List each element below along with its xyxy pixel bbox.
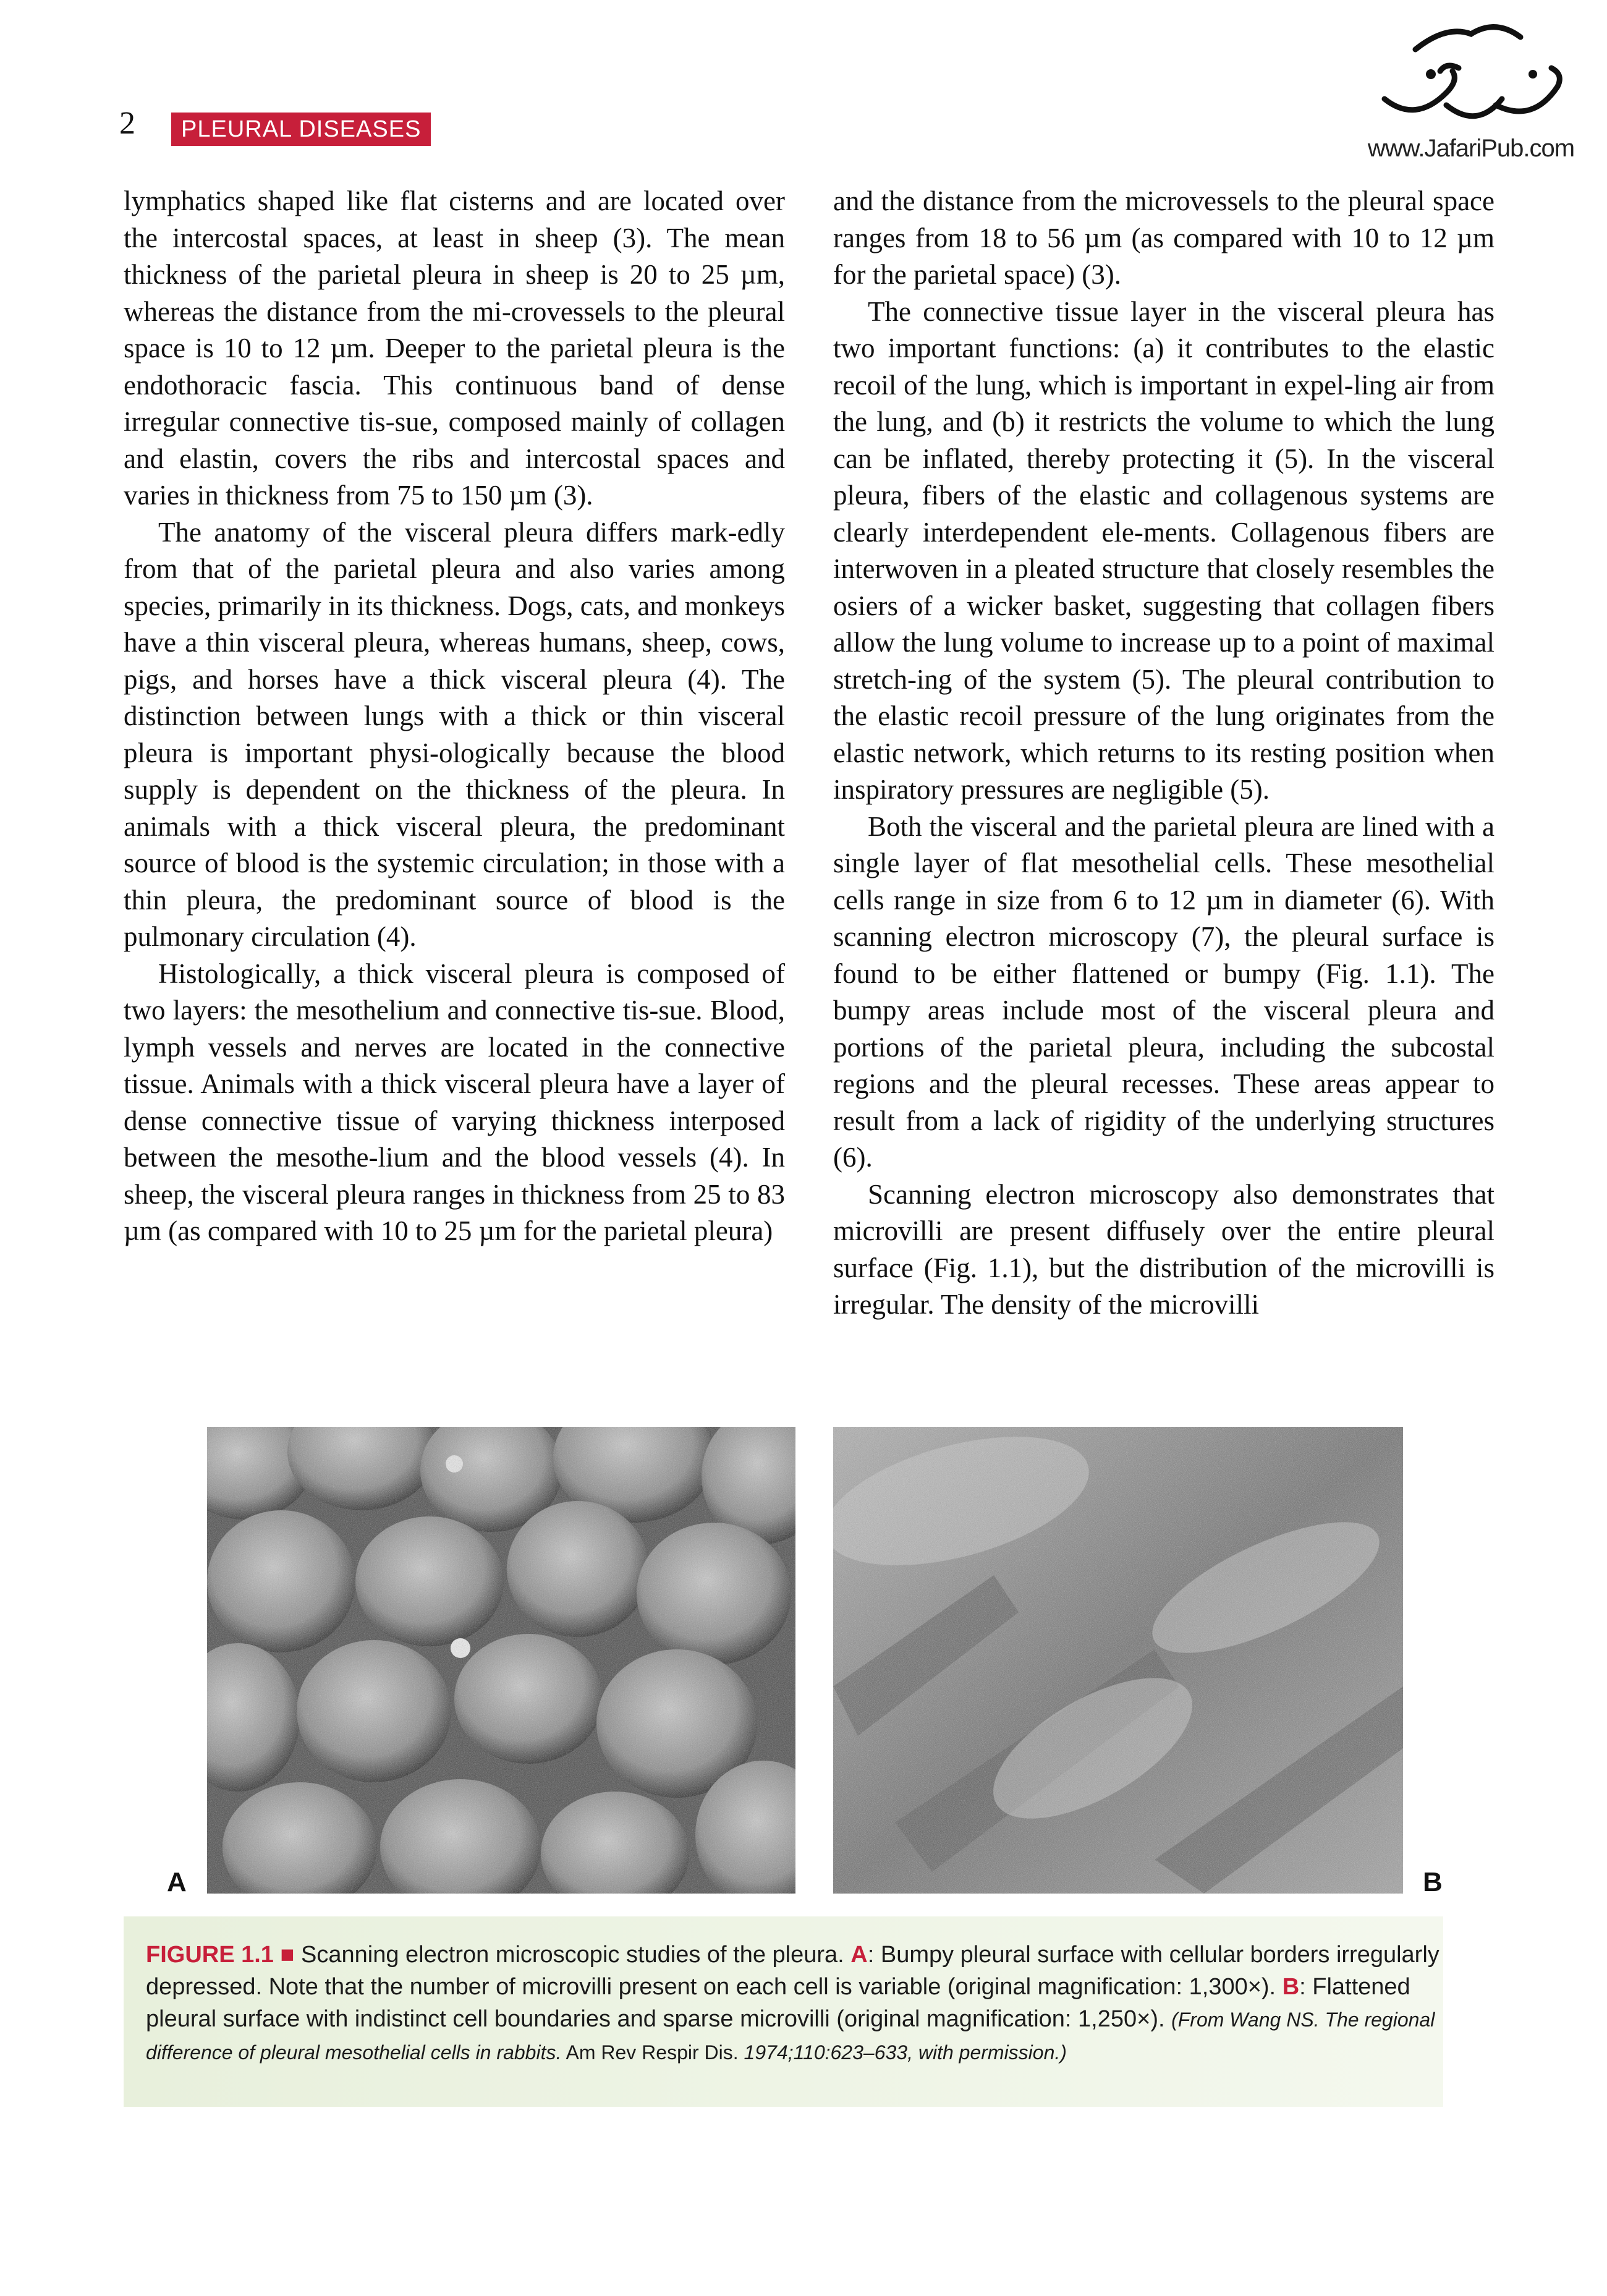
figure-caption (124, 1916, 1443, 2107)
running-head: PLEURAL DISEASES (171, 113, 431, 146)
calligraphy-logo-icon (1372, 12, 1570, 136)
paragraph: Histologically, a thick visceral pleura is composed of two layers: the mesothelium and connective tis-sue. Blood, lymph vessels and nerves are located in the connective tissue. Animals with a thick visceral pleura have a layer of dense connective tissue of varying thickness interposed between the mesothe-lium and the blood vessels (4). In sheep, the visceral pleura ranges in thickness from 25 to 83 µm (as compared with 10 to 25 µm for the parietal pleura) (124, 958, 785, 1246)
right-column (833, 183, 1495, 1324)
figure-panel-label-a: A (167, 1867, 187, 1897)
page-number: 2 (119, 106, 135, 141)
paragraph: lymphatics shaped like flat cisterns and are located over the intercostal spaces, at least in sheep (3). The mean thickness of the parietal pleura in sheep is 20 to 25 µm, whereas the distance from the mi-crovessels to the pleural space is 10 to 12 µm. Deeper to the parietal pleura is the endothoracic fascia. This continuous band of dense irregular connective tis-sue, composed mainly of collagen and elastin, covers the ribs and intercostal spaces and varies in thickness from 75 to 150 µm (3). (124, 185, 785, 511)
square-bullet-icon: ■ (280, 1942, 295, 1968)
publisher-logo[interactable] (1347, 12, 1595, 161)
paragraph: Scanning electron microscopy also demonstrates that microvilli are present diffusely over the entire pleural surface (Fig. 1.1), but the distribution of the microvilli is irregular. The density of the microvilli (833, 1178, 1495, 1320)
paragraph: and the distance from the microvessels to the pleural space ranges from 18 to 56 µm (as compared with 10 to 12 µm for the parietal space) (3). (833, 185, 1495, 290)
caption-part-b-text: : Flattened pleural surface with indistinct cell boundaries and sparse microvilli (original magnification: 1,250×). (146, 1974, 1410, 2032)
figure-caption-label: FIGURE 1.1 (146, 1942, 274, 1968)
caption-journal: Am Rev Respir Dis. (561, 2041, 744, 2064)
caption-part-a-text: : Bumpy pleural surface with cellular borders irregularly depressed. Note that the number of microvilli present on each cell is variable (original magnification: 1,300×). (146, 1942, 1440, 2000)
logo-url[interactable]: www.JafariPub.com (1367, 135, 1575, 162)
figure-image-a (207, 1427, 795, 1894)
caption-part-a-label: A (850, 1942, 868, 1968)
paragraph: Both the visceral and the parietal pleura are lined with a single layer of flat mesothelial cells. These mesothelial cells range in size from 6 to 12 µm in diameter (6). With scanning electron microscopy (7), the pleural surface is found to be either flattened or bumpy (Fig. 1.1). The bumpy areas include most of the visceral pleura and portions of the parietal pleura, including the subcostal regions and the pleural recesses. These areas appear to result from a lack of rigidity of the underlying structures (6). (833, 810, 1495, 1173)
figure-panel-label-b: B (1423, 1867, 1443, 1897)
left-column (124, 183, 785, 1250)
caption-intro: Scanning electron microscopic studies of the pleura. (294, 1942, 851, 1968)
paragraph: The connective tissue layer in the visceral pleura has two important functions: (a) it contributes to the elastic recoil of the lung, which is important in expel-ling air from the lung, and (b) it restricts the volume to which the lung can be inflated, thereby protecting it (5). In the visceral pleura, fibers of the elastic and collagenous systems are clearly interdependent ele-ments. Collagenous fibers are interwoven in a pleated structure that closely resembles the osiers of a wicker basket, suggesting that collagen fibers allow the lung volume to increase up to a point of maximal stretch-ing of the system (5). The pleural contribution to the elastic recoil pressure of the lung originates from the elastic network, which returns to its resting position when inspiratory pressures are negligible (5). (833, 296, 1495, 805)
caption-part-b-label: B (1282, 1974, 1300, 2000)
caption-citation: (From Wang NS. The regional difference of pleural mesothelial cells in rabbits. (146, 2009, 1435, 2064)
figure-image-b (833, 1427, 1403, 1894)
caption-citation-end: 1974;110:623–633, with permission.) (744, 2041, 1067, 2064)
paragraph: The anatomy of the visceral pleura differs mark-edly from that of the parietal pleura and also varies among species, primarily in its thickness. Dogs, cats, and monkeys have a thin visceral pleura, whereas humans, sheep, cows, pigs, and horses have a thick visceral pleura (4). The distinction between lungs with a thick or thin visceral pleura is important physi-ologically because the blood supply is dependent on the thickness of the pleura. In animals with a thick visceral pleura, the predominant source of blood is the systemic circulation; in those with a thin pleura, the predominant source of blood is the pulmonary circulation (4). (124, 516, 785, 952)
